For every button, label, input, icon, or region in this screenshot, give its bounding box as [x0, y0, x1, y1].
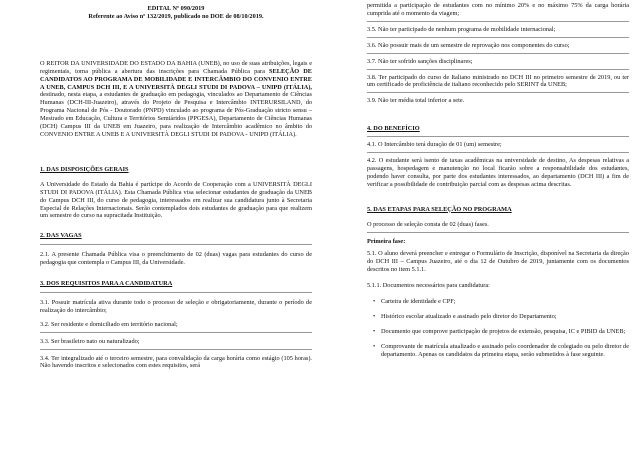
requirement-3-3: 3.3. Ser brasileiro nato ou naturalizado;: [40, 337, 140, 345]
right-column: [367, 0, 629, 366]
intro-selection-title: SELEÇÃO DE CANDIDATOS AO PROGRAMA DE MOBILIDADE E INTERCÂMBIO DO CONVENIO ENTRE A UNEB, CAMPUS DCH III, E A UNIVERSITÀ DEGLI STUDI DI PADOVA – UNIPD (ITÁLIA),: [40, 67, 313, 91]
documents-list: [367, 298, 629, 359]
section1-text: A Universidade do Estado da Bahia é partícipe do Acordo de Cooperação com a UNIVERSITÀ DEGLI STUDI DI PADOVA (ITÁLIA). Esta Chamada Pública visa selecionar estudantes de graduação da UNEB do Campus DCH III, do curso de pedagogia, interessados em realizar sua candidatura junto à Secretaria Especial de Relações Internacionais. Serão contemplados dois estudantes de graduação para que realizem um semestre do curso na supracitada Instituição.: [40, 180, 312, 220]
intro-paragraph: [40, 60, 312, 139]
section-divider: [367, 37, 629, 38]
section-divider: [367, 232, 629, 233]
edital-number: EDITAL Nº 090/2019: [147, 5, 205, 12]
section-divider: [367, 92, 629, 93]
requirement-3-7: 3.7. Não ter sofrido sanções disciplinares;: [367, 57, 473, 65]
requirement-3-4: 3.4. Ter integralizado até o terceiro semestre, para convalidação da carga horária como estágio (105 horas). Não havendo inscritos e selecionados com estes requisitos, será: [40, 354, 312, 370]
requirement-3-5: 3.5. Não ter participado de nenhum programa de mobilidade internacional;: [367, 25, 556, 33]
benefit-4-2: 4.2. O estudante será isento de taxas acadêmicas na universidade de destino, As despesas relativas a passagens, hospedagem e manutenção no local ficarão sobre a responsabilidade dos estudantes, podendo haver consulta, por parte dos estudantes interessados, ao departamento (DCH III) a fim de verificar a possibilidade de contribuição parcial com as despesas acima descritas.: [367, 157, 629, 188]
section-divider: [40, 292, 312, 293]
benefit-4-1: 4.1. O Intercâmbio terá duração de 01 (um) semestre;: [367, 141, 502, 149]
selection-phases: O processo de seleção consta de 02 (duas) fases.: [367, 220, 489, 228]
requirement-3-9: 3.9. Não ter média total inferior a sete.: [367, 97, 465, 105]
intro-text-1: O REITOR DA UNIVERSIDADE DO ESTADO DA BAHIA (UNEB), no uso de suas atribuições, legais e regimentais, torna pública a abertura das inscrições para Chamada Pública para: [40, 59, 312, 75]
section5-title: 5. DAS ETAPAS PARA SELEÇÃO NO PROGRAMA: [367, 205, 512, 213]
section-divider: [40, 244, 312, 245]
section-divider: [40, 349, 312, 350]
document-item: • Documento que comprove participação de projetos de extensão, pesquisa, IC e PIBID da UNEB;: [381, 328, 629, 336]
step-5-1: 5.1. O aluno deverá preencher e entregar o Formulário de Inscrição, disponível na Secretaria da direção do DCH III – Campus Juazeiro, até o dia 12 de Outubro de 2019, juntamente com os documentos descritos no item 5.1.1.: [367, 250, 629, 274]
document-item: • Carteira de identidade e CPF;: [381, 298, 629, 306]
requirement-3-1: 3.1. Possuir matrícula ativa durante todo o processo de seleção e obrigatoriamente, durante o período de realização do intercâmbio;: [40, 298, 312, 314]
requirement-3-4-continued: permitida a participação de estudantes com no mínimo 20% e no máximo 75% da carga horária cumprida até o momento da viagem;: [367, 2, 629, 17]
left-column: [40, 0, 312, 370]
section-divider: [367, 136, 629, 137]
requirement-3-2: 3.2. Ser residente e domiciliado em território nacional;: [40, 320, 178, 328]
section1-title: 1. DAS DISPOSIÇÕES GERAIS: [40, 165, 129, 173]
section-divider: [367, 152, 629, 153]
section4-title: 4. DO BENEFÍCIO: [367, 125, 420, 133]
intro-text-3: destinado, nesta etapa, a estudantes de graduação em pedagogia, vinculados ao Departamento de Ciências Humanas (DCH-III-Juazeiro), através do Projeto de Pesquisa e Intercâmbio INTERURSILAND, do Programa Nacional de Pós - Doutorado (PNPD) vinculado ao programa de Pós-Graduação stricto sensu – Mestrado em Educação, Cultura e Territórios Semiáridos (PPGESA), Departamento de Ciências Humanas (DCH) Campus III da UNEB em Juazeiro, para realização de Intercâmbio acadêmico no âmbito do CONVENIO ENTRE A UNEB E A UNIVERSITÀ DEGLI STUDI DI PADOVA - UNIPD (ITÁLIA).: [40, 91, 312, 138]
requirement-3-6: 3.6. Não possuir mais de um semestre de reprovação nos componentes do curso;: [367, 41, 570, 49]
documents-title: 5.1.1. Documentos necessários para candidatura:: [367, 282, 490, 290]
document-item: • Comprovante de matrícula atualizado e assinado pelo coordenador de colegiado ou pelo diretor de departamento. Apenas os candidatos da primeira etapa, serão submetidos à fase seguinte.: [381, 343, 629, 359]
section-divider: [367, 53, 629, 54]
section-divider: [367, 21, 629, 22]
section-divider: [40, 332, 312, 333]
requirement-3-8: 3.8. Ter participado do curso de Italiano ministrado no DCH III no primeiro semestre de 2019, ou ter um certificado de proficiência de italiano reconhecido pelo SERINT da UNEB;: [367, 73, 629, 89]
section2-title: 2. DAS VAGAS: [40, 232, 82, 240]
document-item: • Histórico escolar atualizado e assinado pelo diretor do Departamento;: [381, 313, 629, 321]
section3-title: 3. DOS REQUISITOS PARA A CANDIDATURA: [40, 280, 173, 288]
section-divider: [367, 69, 629, 70]
section2-text: 2.1. A presente Chamada Pública visa o preenchimento de 02 (duas) vagas para estudantes do curso de pedagogia que contempla o Campus III, da Universidade.: [40, 251, 312, 267]
edital-reference: Referente ao Aviso nº 132/2019, publicado no DOE de 08/10/2019.: [88, 12, 264, 20]
first-phase-label: Primeira fase:: [367, 237, 406, 245]
